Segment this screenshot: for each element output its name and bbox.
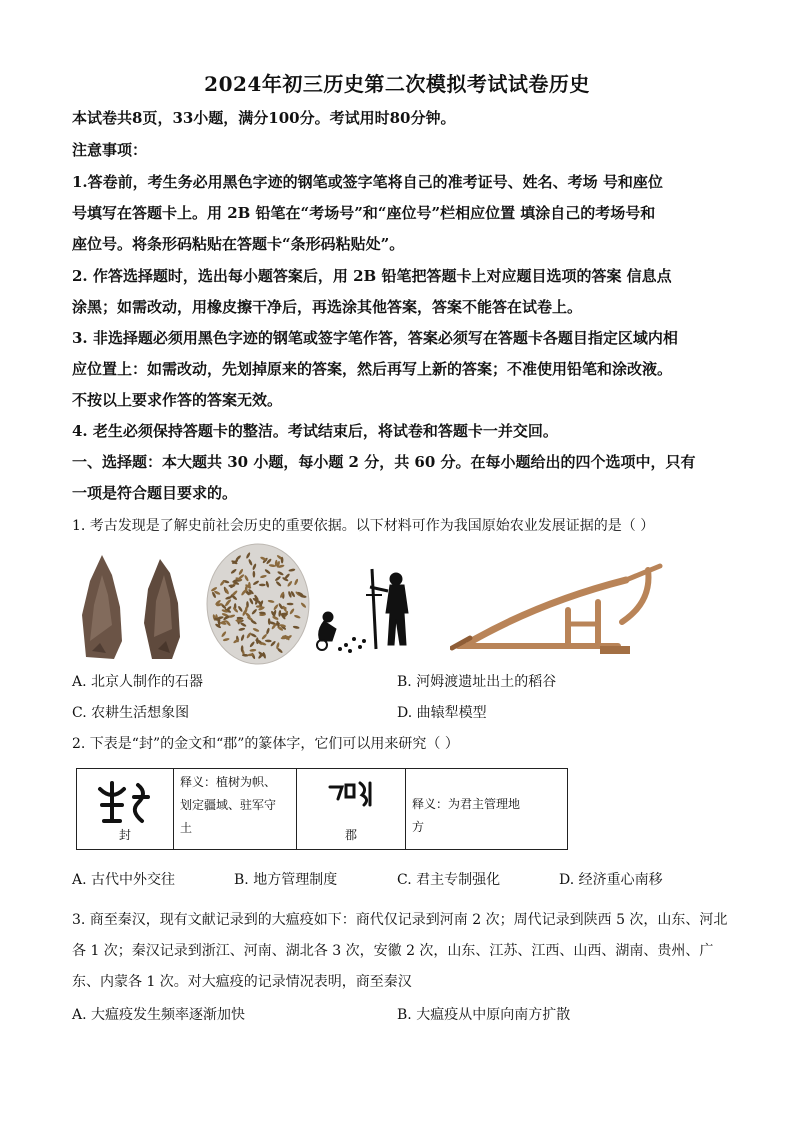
page-title: 2024年初三历史第二次模拟考试试卷历史 — [204, 72, 590, 96]
option-d[interactable]: D. 经济重心南移 — [559, 872, 663, 888]
char-jun-cell — [297, 769, 406, 850]
section-heading: 一、选择题：本大题共 30 小题，每小题 2 分，共 60 分。在每小题给出的四个选项中，只有 — [72, 453, 696, 471]
question-3-stem: 各 1 次；秦汉记录到浙江、河南、湖北各 3 次，安徽 2 次，山东、江苏、江西、山西、湖南、贵州、广 — [72, 943, 714, 959]
notice-line: 3. 非选择题必须用黑色字迹的钢笔或签字笔作答，答案必须写在答题卡各题目指定区域内相 — [72, 329, 678, 347]
question-2-stem: 2. 下表是“封”的金文和“郡”的篆体字，它们可以用来研究（ ） — [72, 736, 459, 752]
char-feng-cell — [77, 769, 174, 850]
section-heading: 一项是符合题目要求的。 — [72, 484, 238, 502]
option-d[interactable]: D. 曲辕犁模型 — [397, 705, 487, 721]
notice-line: 不按以上要求作答的答案无效。 — [72, 391, 283, 409]
option-a[interactable]: A. 大瘟疫发生频率逐渐加快 — [72, 1007, 246, 1023]
notice-line: 应位置上：如需改动，先划掉原来的答案，然后再写上新的答案；不准使用铅笔和涂改液。 — [72, 360, 673, 378]
option-a[interactable]: A. 古代中外交往 — [72, 872, 176, 888]
question-1-stem: 1. 考古发现是了解史前社会历史的重要依据。以下材料可作为我国原始农业发展证据的是（ ） — [72, 518, 655, 534]
question-3-stem: 东、内蒙各 1 次。对大瘟疫的记录情况表明，商至秦汉 — [72, 974, 412, 990]
notice-line: 座位号。将条形码粘贴在答题卡“条形码粘贴处”。 — [72, 235, 405, 253]
question-3-stem: 3. 商至秦汉，现有文献记录到的大瘟疫如下：商代仅记录到河南 2 次；周代记录到陕西 5 次，山东、河北 — [72, 912, 728, 928]
option-b[interactable]: B. 河姆渡遗址出土的稻谷 — [397, 674, 557, 690]
notice-line: 号填写在答题卡上。用 2B 铅笔在“考场号”和“座位号”栏相应位置 填涂自己的考场号和 — [72, 204, 656, 222]
char-jun-meaning: 释义：为君主管理地 方 — [406, 769, 568, 850]
option-a[interactable]: A. 北京人制作的石器 — [72, 674, 204, 690]
char-jun-label: 郡 — [344, 828, 357, 842]
farming-scene-image — [310, 565, 430, 655]
notice-line: 4. 老生必须保持答题卡的整洁。考试结束后，将试卷和答题卡一并交回。 — [72, 422, 558, 440]
notice-heading: 注意事项： — [72, 141, 148, 159]
jun-seal-glyph — [326, 779, 376, 809]
rice-grains-image — [206, 543, 310, 665]
char-feng-meaning: 释义：植树为帜、 划定疆域、驻军守 土 — [174, 769, 297, 850]
character-table — [76, 768, 568, 850]
rice-grain — [259, 584, 266, 587]
curved-plow-model-image — [450, 562, 676, 658]
intro-text: 本试卷共8页，33小题，满分100分。考试用时80分钟。 — [72, 109, 456, 127]
option-b[interactable]: B. 大瘟疫从中原向南方扩散 — [397, 1007, 571, 1023]
option-b[interactable]: B. 地方管理制度 — [234, 872, 338, 888]
notice-line: 1.答卷前，考生务必用黑色字迹的钢笔或签字笔将自己的准考证号、姓名、考场 号和座位 — [72, 173, 663, 191]
rice-grain — [281, 557, 284, 564]
notice-line: 2. 作答选择题时，选出每小题答案后，用 2B 铅笔把答题卡上对应题目选项的答案 信息点 — [72, 267, 672, 285]
option-c[interactable]: C. 农耕生活想象图 — [72, 705, 190, 721]
notice-line: 涂黑；如需改动，用橡皮擦干净后，再选涂其他答案，答案不能答在试卷上。 — [72, 298, 583, 316]
stone-tools-image — [72, 545, 200, 663]
feng-bronze-glyph — [90, 775, 160, 825]
char-feng-label: 封 — [118, 828, 131, 842]
option-c[interactable]: C. 君主专制强化 — [397, 872, 501, 888]
